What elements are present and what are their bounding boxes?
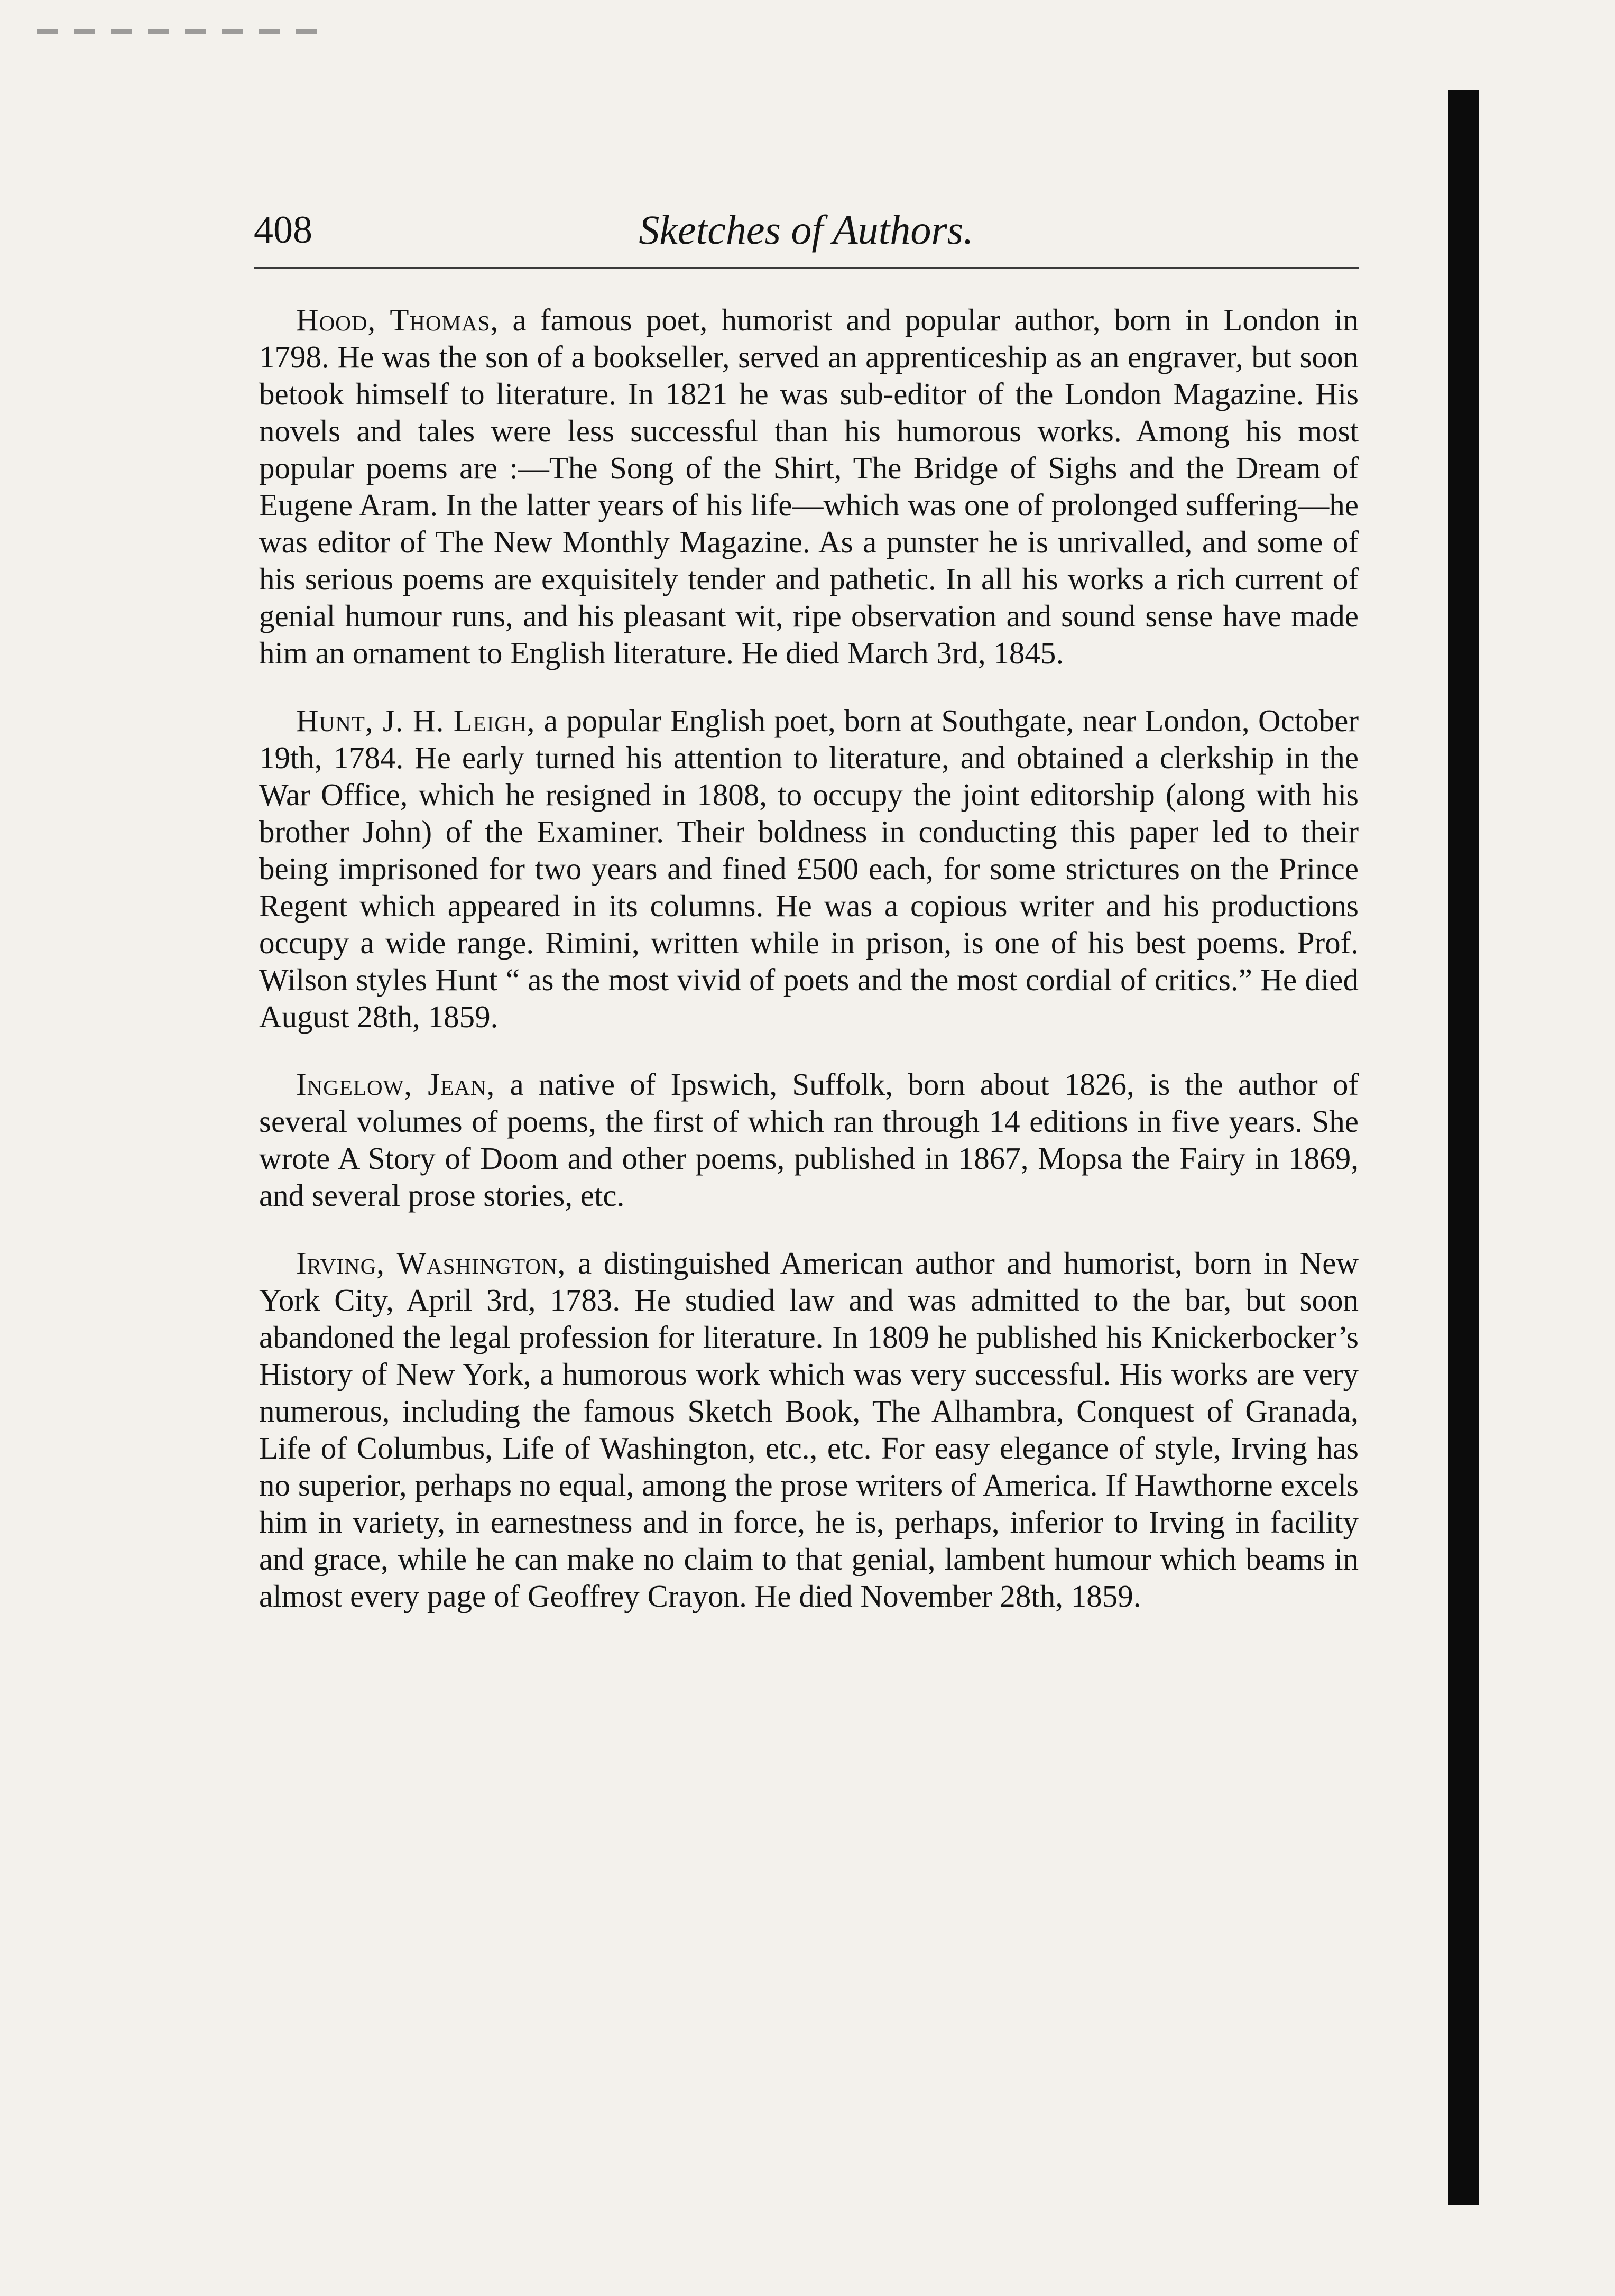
running-title: Sketches of Authors. [639,207,974,253]
entry-text: a native of Ipswich, Suffolk, born about 1826, is the author of several volumes of poems, the first of which ran through 14 editions in five years. She wrote A Story of Doom and other poems, published in 1867, Mopsa the Fairy in 1869, and several prose stories, etc. [259,1067,1359,1213]
main-text [259,301,1359,1645]
running-head [254,204,1359,269]
entry-text: a famous poet, humorist and popular author, born in London in 1798. He was the son of a bookseller, served an apprenticeship as an engraver, but soon betook himself to literature. In 1821 he was sub-editor of the London Magazine. His novels and tales were less successful than his humorous works. Among his most popular poems are :—The Song of the Shirt, The Bridge of Sighs and the Dream of Eugene Aram. In the latter years of his life—which was one of prolonged suffering—he was editor of The New Monthly Magazine. As a punster he is unrivalled, and some of his serious poems are exquisitely tender and pathetic. In all his works a rich current of genial humour runs, and his pleasant wit, ripe observation and sound sense have made him an ornament to English literature. He died March 3rd, 1845. [259,302,1359,670]
entry-ingelow [259,1066,1359,1214]
scan-smudge [37,29,333,34]
entry-text: a popular English poet, born at Southgate, near London, October 19th, 1784. He early turned his attention to literature, and obtained a clerkship in the War Office, which he resigned in 1808, to occupy the joint editorship (along with his brother John) of the Examiner. Their boldness in conducting this paper led to their being imprisoned for two years and fined £500 each, for some strictures on the Prince Regent which appeared in its columns. He was a copious writer and his productions occupy a wide range. Rimini, written while in prison, is one of his best poems. Prof. Wilson styles Hunt “ as the most vivid of poets and the most cordial of critics.” He died August 28th, 1859. [259,703,1359,1034]
scan-page-edge [1448,90,1479,2205]
entry-hood [259,301,1359,671]
entry-name: Irving, Washington, [296,1246,566,1280]
entry-name: Hood, Thomas, [296,302,499,337]
entry-text: a distinguished American author and humorist, born in New York City, April 3rd, 1783. He studied law and was admitted to the bar, but soon abandoned the legal profession for literature. In 1809 he published his Knickerbocker’s History of New York, a humorous work which was very successful. His works are very numerous, including the famous Sketch Book, The Alhambra, Conquest of Granada, Life of Columbus, Life of Washington, etc., etc. For easy elegance of style, Irving has no superior, perhaps no equal, among the prose writers of America. If Hawthorne excels him in variety, in earnestness and in force, he is, perhaps, inferior to Irving in facility and grace, while he can make no claim to that genial, lambent humour which beams in almost every page of Geoffrey Crayon. He died November 28th, 1859. [259,1246,1359,1613]
entry-hunt [259,702,1359,1035]
entry-name: Hunt, J. H. Leigh, [296,703,536,738]
entry-name: Ingelow, Jean, [296,1067,495,1102]
page-number: 408 [254,208,312,252]
entry-irving [259,1244,1359,1615]
